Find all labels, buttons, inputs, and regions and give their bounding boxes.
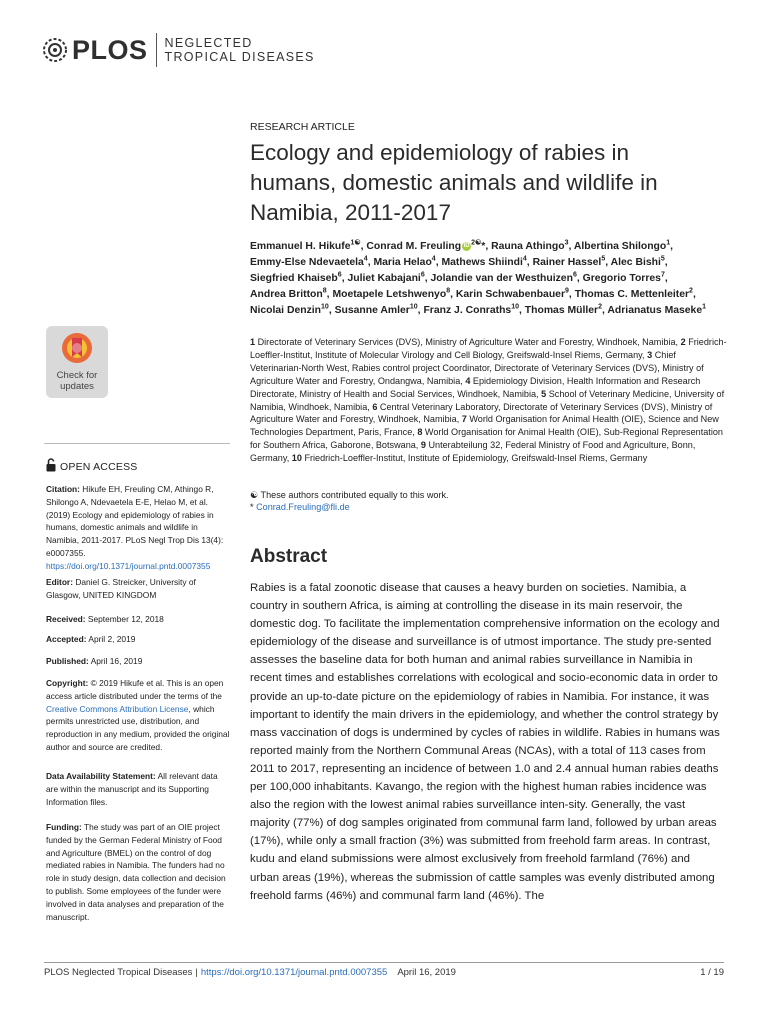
data-availability-text: All relevant data are within the manuscript and its Supporting Information files. bbox=[46, 771, 218, 807]
author-separator: , bbox=[519, 304, 525, 316]
author-separator: , bbox=[526, 256, 533, 268]
author-name[interactable] bbox=[456, 289, 569, 300]
corresponding-email-link[interactable]: Conrad.Freuling@fli.de bbox=[256, 502, 350, 512]
author-name-text: Moetapele Letshwenyo bbox=[332, 288, 447, 300]
author-name-text: Nicolai Denzin bbox=[250, 304, 322, 316]
affiliation-number: 8 bbox=[417, 427, 423, 438]
corresponding-author-note bbox=[250, 502, 350, 512]
journal-logo bbox=[40, 30, 315, 70]
abstract-heading: Abstract bbox=[250, 546, 328, 567]
logo-wordmark: PLOS bbox=[72, 34, 148, 65]
author-name[interactable] bbox=[431, 273, 577, 284]
author-separator: , bbox=[424, 272, 431, 284]
author-separator: , bbox=[692, 288, 696, 300]
author-name[interactable] bbox=[583, 273, 665, 284]
author-separator: , bbox=[450, 288, 456, 300]
author-affiliation-marker: 8 bbox=[322, 287, 327, 295]
author-affiliation-marker: 10 bbox=[511, 303, 519, 311]
author-name[interactable] bbox=[250, 289, 327, 300]
author-affiliation-marker: 4 bbox=[363, 255, 368, 263]
author-separator: , bbox=[360, 241, 367, 252]
corresponding-symbol: * bbox=[250, 502, 254, 512]
citation-block bbox=[46, 483, 232, 573]
affiliation-number: 6 bbox=[372, 401, 378, 412]
author-affiliation-marker: 5 bbox=[601, 255, 606, 263]
author-separator: , bbox=[576, 272, 583, 284]
author-separator: , bbox=[485, 241, 492, 252]
author-affiliation-marker: 4 bbox=[522, 255, 527, 263]
author-separator: , bbox=[664, 272, 668, 284]
affiliation-number: 2 bbox=[680, 337, 686, 347]
author-affiliation-marker: 1 bbox=[702, 303, 707, 311]
author-name[interactable] bbox=[441, 257, 526, 268]
author-name[interactable] bbox=[574, 241, 670, 252]
author-name[interactable] bbox=[347, 273, 424, 284]
affiliation-text: Central Veterinary Laboratory, Directorate of Veterinary Services (DVS), Ministry of Agriculture Water and Forestry, Windhoek, Namibia, bbox=[250, 401, 713, 425]
author-separator: , bbox=[605, 256, 611, 268]
author-affiliation-marker: 7 bbox=[660, 271, 665, 279]
author-name-text: Andrea Britton bbox=[250, 288, 323, 300]
affiliation-number: 3 bbox=[647, 349, 653, 360]
author-affiliation-marker: 1 bbox=[666, 239, 671, 247]
author-name[interactable] bbox=[332, 289, 450, 300]
affiliation-number: 9 bbox=[420, 440, 426, 451]
author-name-text: Albertina Shilongo bbox=[573, 241, 667, 252]
affiliation-number: 5 bbox=[541, 388, 547, 399]
author-name[interactable] bbox=[250, 241, 361, 252]
funding-text: The study was part of an OIE project funded by the German Federal Ministry of Food and Agriculture (BMEL) on the control of dog mediated rabies in Namibia. The funders had no role in study design, data collection and decision to publish. Some employees of the funder were involved in data analyses and preparation of the manuscript. bbox=[46, 822, 226, 922]
received-text: September 12, 2018 bbox=[87, 614, 164, 624]
received-label: Received: bbox=[46, 614, 86, 624]
author-list bbox=[250, 239, 735, 319]
affiliation-text: Friedrich-Loeffler-Institut, Institute of Molecular Virology and Cell Biology, Greifswald-Insel Riems, Germany, bbox=[250, 337, 727, 360]
author-affiliation-marker: 2☯ bbox=[471, 239, 482, 247]
editor-block bbox=[46, 576, 232, 602]
author-affiliation-marker: 6 bbox=[420, 271, 425, 279]
author-name[interactable] bbox=[533, 257, 606, 268]
abstract-text: Rabies is a fatal zoonotic disease that causes a heavy burden on societies. Namibia, a country in southern Africa, is aiming at controlling the disease in its main reservoir, the domestic dog. To facilitate the implementation comprehensive information on the ecology and epidemiology of the disease and surveillance is of utmost importance. The study pre-sented assesses the baseline data for both human and animal rabies surveillance in Namibia in recent times and establishes correlations with ecological and socio-economic data in order to provide an up-to-date picture on the epidemiology of rabies in Namibia. For instance, it was important to identify the main drivers in the epidemiology, and whether the control strategy by mass vaccination of dogs is undermined by cycles of rabies in wildlife. Rabies in humans was reported mainly from the Northern Communal Areas (NCAs), with a total of 113 cases from 2011 to 2017, representing an incidence of between 1.0 and 2.4 annual human rabies deaths per 100,000 inhabitants. Kavango, the region with the highest human rabies incidence was also the region with the lowest animal rabies surveillance inten-sity. Generally, the vast majority (77%) of dog samples originated from communal farm land, followed by urban areas (17%), while only a small fraction (3%) was submitted from freehold farm areas. In contrast, kudu and eland submissions were almost exclusively from freehold farmland (76%) and urban areas (19%), whereas the submission of cattle samples was evenly distributed among freehold farms (46%) and communal farm land (46%). The bbox=[250, 582, 720, 902]
author-name[interactable] bbox=[423, 305, 519, 316]
author-name[interactable] bbox=[250, 257, 368, 268]
author-name-text: Thomas Müller bbox=[524, 304, 599, 316]
affiliation-text: Chief Veterinarian-North West, Rabies control project Coordinator, Directorate of Veterinary Services (DVS), Ministry of Agriculture Water and Forestry, Ondangwa, Namibia, bbox=[250, 349, 704, 386]
open-access-label: OPEN ACCESS bbox=[46, 458, 137, 475]
citation-label: Citation: bbox=[46, 484, 80, 494]
journal-name bbox=[165, 36, 315, 64]
affiliation-text: World Organisation for Animal Health (OIE), Sub-Regional Representation for Southern Africa, Gaborone, Botswana, bbox=[250, 427, 723, 451]
citation-text: Hikufe EH, Freuling CM, Athingo R, Shilongo A, Ndevaetela E-E, Helao M, et al. (2019) Ecology and epidemiology of rabies in humans, domestic animals and wildlife in Namibia, 2011-2017. PLoS Negl Trop Dis 13(4): e0007355. bbox=[46, 484, 224, 558]
author-affiliation-marker: 3 bbox=[564, 239, 569, 247]
open-lock-icon bbox=[46, 458, 56, 475]
author-affiliation-marker: 2 bbox=[598, 303, 603, 311]
author-name[interactable] bbox=[373, 257, 435, 268]
copyright-block bbox=[46, 677, 232, 754]
author-name-text: Rainer Hassel bbox=[532, 256, 602, 268]
editor-label: Editor: bbox=[46, 577, 73, 587]
author-affiliation-marker: 10 bbox=[409, 303, 418, 311]
affiliation-number: 10 bbox=[291, 453, 302, 464]
author-name-text: Siegfried Khaiseb bbox=[250, 272, 338, 284]
author-separator: , bbox=[602, 304, 608, 316]
article-title: Ecology and epidemiology of rabies in humans, domestic animals and wildlife in Namibia, 2011-2017 bbox=[250, 140, 658, 225]
sidebar-divider bbox=[44, 443, 230, 444]
copyright-label: Copyright: bbox=[46, 678, 89, 688]
orcid-icon[interactable]: iD bbox=[463, 242, 470, 249]
author-separator: , bbox=[328, 304, 335, 316]
author-name-text: Franz J. Conraths bbox=[423, 304, 512, 316]
page-footer bbox=[44, 967, 724, 978]
author-name-text: Emmy-Else Ndevaetela bbox=[250, 256, 364, 268]
author-separator: , bbox=[417, 304, 424, 316]
author-name[interactable] bbox=[525, 305, 602, 316]
author-affiliation-marker: 2 bbox=[689, 287, 693, 295]
badge-label: Check for updates bbox=[56, 370, 98, 392]
author-name-text: Maria Helao bbox=[373, 256, 432, 268]
author-affiliation-marker: 4 bbox=[431, 255, 436, 263]
published-block bbox=[46, 655, 232, 668]
author-name-text: Conrad M. Freuling bbox=[366, 241, 462, 252]
footer-divider bbox=[44, 962, 724, 963]
affiliation-text: World Organisation for Animal Health (OIE), Science and New Technologies Department, Paris, France, bbox=[250, 414, 719, 438]
affiliation-text: Friedrich-Loeffler-Institut, Institute of Epidemiology, Greifswald-Insel Riems, Germany bbox=[304, 453, 648, 464]
author-affiliation-marker: 9 bbox=[565, 287, 569, 295]
corresponding-marker: * bbox=[481, 241, 486, 252]
affiliation-text: Unterabteilung 32, Federal Ministry of Food and Agriculture, Bonn, Germany, bbox=[250, 440, 696, 464]
author-name[interactable] bbox=[366, 241, 485, 252]
plos-logo-icon bbox=[40, 35, 70, 65]
author-name-text: Karin Schwabenbauer bbox=[455, 288, 566, 300]
author-name-text: Mathews Shiindi bbox=[441, 256, 523, 268]
author-separator: , bbox=[568, 288, 575, 300]
author-separator: , bbox=[326, 288, 333, 300]
editor-text: Daniel G. Streicker, University of Glasgow, UNITED KINGDOM bbox=[46, 577, 196, 600]
data-availability-block bbox=[46, 770, 232, 808]
author-name-text: Jolandie van der Westhuizen bbox=[430, 272, 573, 284]
author-name-text: Rauna Athingo bbox=[491, 241, 565, 252]
affiliation-list bbox=[250, 336, 730, 465]
author-name-text: Juliet Kabajani bbox=[347, 272, 421, 284]
affiliation-text: Directorate of Veterinary Services (DVS), Ministry of Agriculture Water and Forestry, Windhoek, Namibia, bbox=[257, 337, 679, 347]
copyright-text: © 2019 Hikufe et al. This is an open access article distributed under the terms of the bbox=[46, 678, 224, 701]
author-separator: , bbox=[341, 272, 348, 284]
equal-contribution-symbol: ☯ bbox=[250, 490, 259, 500]
affiliation-text: Epidemiology Division, Health Information and Research Directorate, Ministry of Health and Social Services, Windhoek, Namibia, bbox=[250, 375, 701, 399]
article-type: RESEARCH ARTICLE bbox=[250, 121, 355, 133]
author-affiliation-marker: 6 bbox=[572, 271, 577, 279]
equal-contribution-note bbox=[250, 489, 730, 502]
author-name[interactable] bbox=[491, 241, 568, 252]
author-separator: , bbox=[670, 241, 674, 252]
journal-name-line2: TROPICAL DISEASES bbox=[164, 50, 315, 64]
page-number: 1 / 19 bbox=[700, 967, 724, 978]
author-name[interactable] bbox=[607, 305, 706, 316]
license-link[interactable]: Creative Commons Attribution License bbox=[46, 703, 189, 714]
footer-doi-link[interactable]: https://doi.org/10.1371/journal.pntd.0007355 bbox=[200, 967, 388, 978]
author-name-text: Gregorio Torres bbox=[582, 272, 661, 284]
affiliation-number: 1 bbox=[250, 337, 256, 347]
copyright-text-end: , which permits unrestricted use, distribution, and reproduction in any medium, provided the original author and source are credited. bbox=[46, 703, 230, 752]
author-name-text: Emmanuel H. Hikufe bbox=[250, 241, 351, 252]
affiliation-text: School of Veterinary Medicine, University of Namibia, Windhoek, Namibia, bbox=[250, 388, 725, 412]
accepted-label: Accepted: bbox=[46, 634, 87, 644]
affiliation-number: 7 bbox=[461, 414, 467, 425]
footer-separator: | bbox=[195, 967, 198, 978]
footer-journal: PLOS Neglected Tropical Diseases bbox=[44, 967, 193, 978]
bookmark-icon bbox=[61, 332, 93, 369]
published-label: Published: bbox=[46, 656, 89, 666]
author-name-text: Thomas C. Mettenleiter bbox=[574, 288, 690, 300]
author-name[interactable] bbox=[611, 257, 665, 268]
published-text: April 16, 2019 bbox=[90, 656, 143, 666]
author-name[interactable] bbox=[575, 289, 693, 300]
equal-contribution-text: These authors contributed equally to this work. bbox=[260, 490, 449, 500]
author-affiliation-marker: 5 bbox=[660, 255, 665, 263]
author-separator: , bbox=[568, 241, 574, 252]
accepted-block bbox=[46, 633, 232, 646]
accepted-text: April 2, 2019 bbox=[88, 634, 136, 644]
author-name-text: Susanne Amler bbox=[334, 304, 410, 316]
citation-doi-link[interactable]: https://doi.org/10.1371/journal.pntd.0007355 bbox=[46, 560, 211, 571]
funding-block bbox=[46, 821, 232, 923]
author-name[interactable] bbox=[250, 273, 342, 284]
author-separator: , bbox=[664, 256, 668, 268]
author-name-text: Adrianatus Maseke bbox=[607, 304, 703, 316]
received-block bbox=[46, 613, 232, 626]
footer-date: April 16, 2019 bbox=[397, 967, 456, 978]
author-name-text: Alec Bishi bbox=[610, 256, 661, 268]
logo-divider bbox=[156, 33, 157, 67]
author-affiliation-marker: 1☯ bbox=[350, 239, 361, 247]
funding-label: Funding: bbox=[46, 822, 82, 832]
author-affiliation-marker: 6 bbox=[337, 271, 342, 279]
author-affiliation-marker: 8 bbox=[446, 287, 451, 295]
check-for-updates-badge[interactable] bbox=[46, 326, 108, 398]
author-affiliation-marker: 10 bbox=[321, 303, 329, 311]
author-name[interactable] bbox=[250, 305, 329, 316]
journal-name-line1: NEGLECTED bbox=[164, 36, 253, 50]
data-availability-label: Data Availability Statement: bbox=[46, 771, 156, 781]
affiliation-number: 4 bbox=[465, 375, 471, 386]
author-name[interactable] bbox=[335, 305, 418, 316]
author-separator: , bbox=[367, 256, 374, 268]
author-separator: , bbox=[435, 256, 442, 268]
